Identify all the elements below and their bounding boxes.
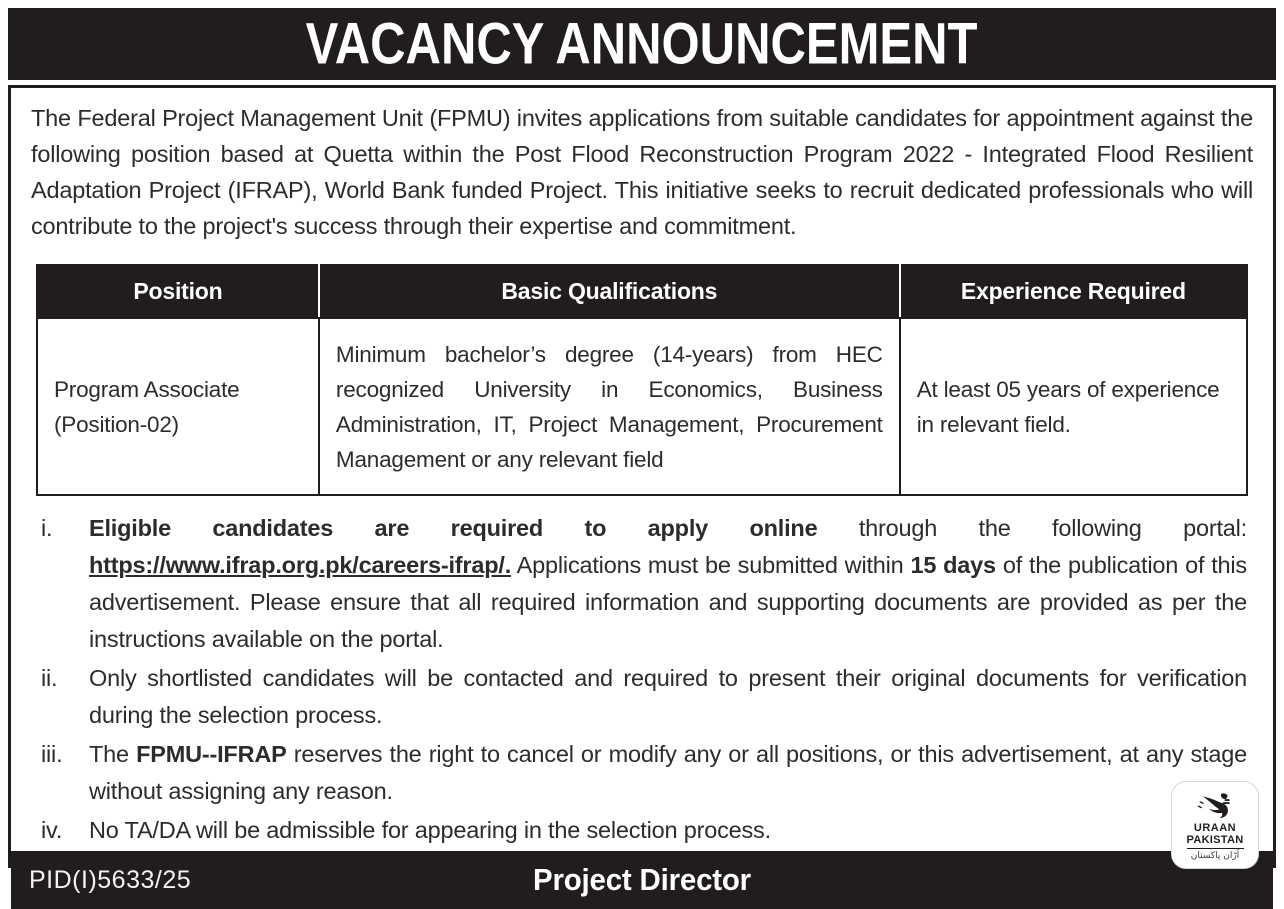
uraan-pakistan-badge [1172, 782, 1258, 868]
note-text: Only shortlisted candidates will be contacted and required to present their original documents for verification during the selection process. [89, 665, 1247, 728]
vacancy-table [36, 264, 1248, 496]
ad-title-banner [8, 8, 1276, 80]
note-marker: i. [41, 515, 53, 541]
note-marker: ii. [41, 665, 58, 691]
column-header-position: Position [37, 265, 319, 318]
cell-position: Program Associate (Position-02) [37, 318, 319, 495]
column-header-experience: Experience Required [900, 265, 1247, 318]
badge-line1: URAAN [1193, 821, 1237, 834]
badge-line2: PAKISTAN [1187, 834, 1244, 849]
pid-number: PID(I)5633/25 [29, 865, 192, 894]
table-header-row [37, 265, 1247, 318]
notes-list [11, 496, 1273, 851]
note-item [41, 736, 1247, 810]
ad-body-box [8, 85, 1276, 897]
note-text: The FPMU--IFRAP reserves the right to cancel or modify any or all positions, or this advertisement, at any stage without assigning any reason. [89, 741, 1247, 804]
cell-experience: At least 05 years of experience in relevant field. [900, 318, 1247, 495]
column-header-qualifications: Basic Qualifications [319, 265, 900, 318]
note-text: Eligible candidates are required to apply online through the following portal: https://www.ifrap.org.pk/careers-ifrap/. Applications must be submitted within 15 days of the publication of this advertisement. Please ensure that all required information and supporting documents are provided as per the instructions available on the portal. [89, 515, 1247, 652]
note-item [41, 510, 1247, 658]
table-row [37, 318, 1247, 495]
falcon-icon [1196, 791, 1234, 821]
note-item [41, 660, 1247, 734]
note-item [41, 812, 1247, 849]
signatory-title: Project Director [533, 862, 751, 897]
note-text: No TA/DA will be admissible for appearing in the selection process. [89, 817, 771, 843]
portal-url-text: https://www.ifrap.org.pk/careers-ifrap/. [89, 552, 512, 578]
cell-qualifications: Minimum bachelor’s degree (14-years) from HEC recognized University in Economics, Business Administration, IT, Project Management, Procurement Management or any relevant field [319, 318, 900, 495]
note-marker: iii. [41, 741, 63, 767]
ad-title: VACANCY ANNOUNCEMENT [306, 11, 978, 77]
note-marker: iv. [41, 817, 63, 843]
badge-urdu-text: اُڑان پاکستان [1190, 850, 1240, 861]
intro-paragraph: The Federal Project Management Unit (FPMU) invites applications from suitable candidates for appointment against the following position based at Quetta within the Post Flood Reconstruction Program 2022 - Integrated Flood Resilient Adaptation Project (IFRAP), World Bank funded Project. This initiative seeks to recruit dedicated professionals who will contribute to the project's success through their expertise and commitment. [31, 105, 1253, 239]
footer-bar [11, 851, 1273, 909]
